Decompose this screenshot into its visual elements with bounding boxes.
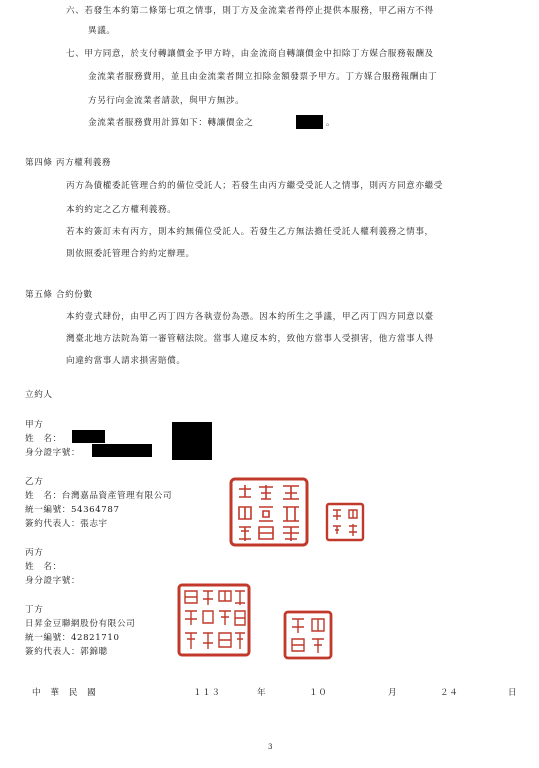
party-d-label: 丁方 — [25, 605, 44, 615]
item7-line2: 金流業者服務費用，並且由金流業者開立扣除金額發票予甲方。丁方媒合服務報酬由丁 — [88, 72, 438, 82]
date-day-unit: 日 — [508, 688, 518, 698]
redacted-party-a-name — [72, 430, 105, 443]
party-d-tax-id: 統一編號：42821710 — [25, 633, 120, 643]
party-b-company-seal — [229, 477, 309, 547]
article4-para2-line2: 則依照委託管理合約約定辦理。 — [66, 249, 195, 259]
article4-para1-line2: 本約約定之乙方權利義務。 — [66, 205, 177, 215]
party-c-label: 丙方 — [25, 548, 44, 558]
party-d-rep: 簽約代表人：郭錦聰 — [25, 647, 108, 657]
party-d-company: 日昇金豆聯網股份有限公司 — [25, 619, 136, 629]
date-year: １１３ — [193, 688, 221, 698]
date-month-unit: 月 — [388, 688, 398, 698]
item6-line1: 六、若發生本約第二條第七項之情事，則丁方及金流業者得停止提供本服務，甲乙兩方不得 — [66, 6, 434, 16]
article5-line2: 灣臺北地方法院為第一審管轄法院。當事人違反本約，致他方當事人受損害，他方當事人得 — [66, 334, 434, 344]
party-a-id-label: 身分證字號： — [25, 448, 81, 458]
article5-line3: 向違約當事人請求損害賠償。 — [66, 356, 186, 366]
party-c-id-label: 身分證字號： — [25, 576, 81, 586]
article5-heading: 第五條 合約份數 — [25, 290, 93, 300]
date-era: 中 華 民 國 — [32, 688, 97, 698]
item6-line2: 異議。 — [88, 26, 116, 36]
item7-line3: 方另行向金流業者請款，與甲方無涉。 — [88, 96, 245, 106]
date-month: １０ — [309, 688, 328, 698]
party-d-rep-seal — [283, 610, 333, 660]
redacted-party-a-seal — [172, 422, 212, 460]
party-b-rep-seal — [325, 502, 365, 542]
redacted-party-a-id — [92, 444, 152, 457]
article4-heading: 第四條 丙方權利義務 — [25, 158, 112, 168]
item7-line4: 金流業者服務費用計算如下：轉讓價金之 — [88, 118, 254, 128]
party-b-name-line: 姓 名：台灣嘉品資產管理有限公司 — [25, 491, 173, 501]
item7-line1: 七、甲方同意，於支付轉讓價金予甲方時，由金流商自轉讓價金中扣除丁方媒合服務報酬及 — [66, 49, 434, 59]
article4-para1-line1: 丙方為債權委託管理合約的備位受託人；若發生由丙方繼受受託人之情事，則丙方同意亦繼受 — [66, 181, 443, 191]
date-day: ２４ — [440, 688, 459, 698]
article5-line1: 本約壹式肆份，由甲乙丙丁四方各執壹份為憑。因本約所生之爭議，甲乙丙丁四方同意以臺 — [66, 312, 434, 322]
party-b-tax-id: 統一編號：54364787 — [25, 505, 120, 515]
party-c-name-label: 姓 名： — [25, 562, 62, 572]
redacted-percentage — [296, 115, 323, 129]
signatories-title: 立約人 — [25, 390, 53, 400]
page-number: 3 — [268, 743, 274, 751]
item7-line4-end: 。 — [326, 118, 336, 128]
party-b-label: 乙方 — [25, 477, 44, 487]
party-a-label: 甲方 — [25, 420, 44, 430]
party-d-company-seal — [177, 583, 251, 657]
party-a-name-label: 姓 名： — [25, 434, 62, 444]
article4-para2-line1: 若本約簽訂未有丙方，則本約無備位受託人。若發生乙方無法擔任受託人權利義務之情事， — [66, 227, 434, 237]
date-year-unit: 年 — [257, 688, 267, 698]
party-b-rep: 簽約代表人：張志宇 — [25, 519, 108, 529]
